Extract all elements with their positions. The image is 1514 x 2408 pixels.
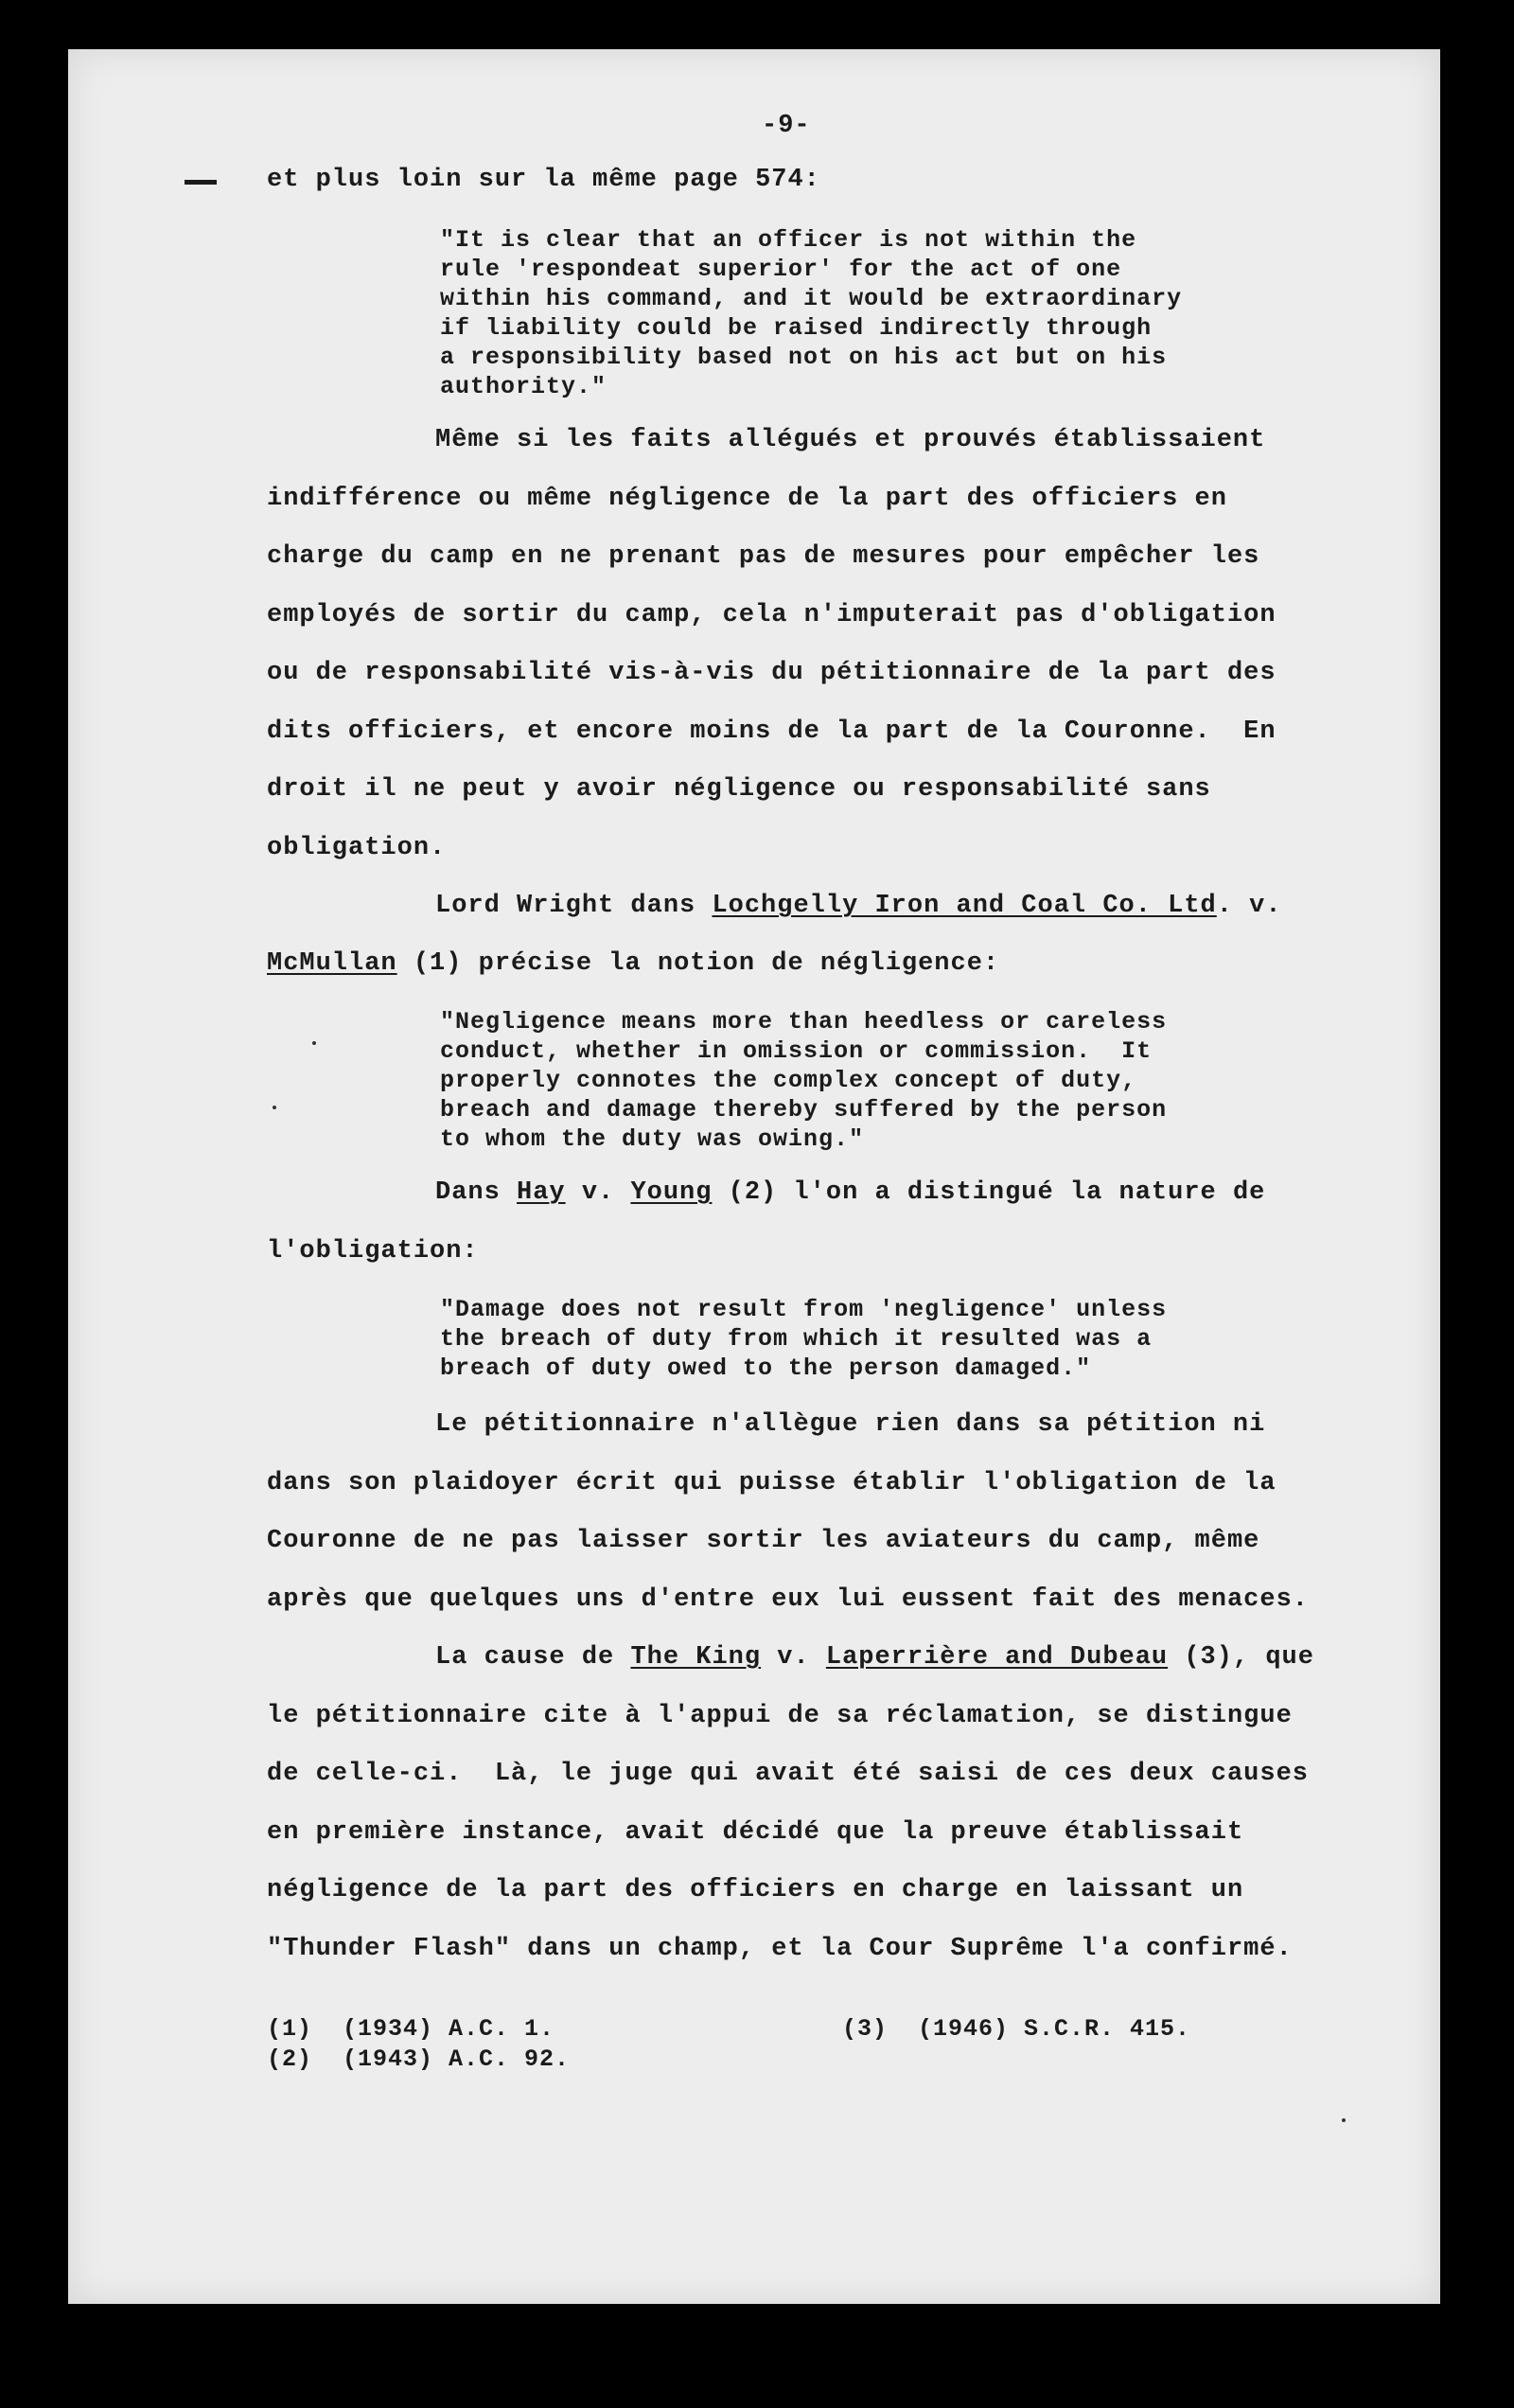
text-run: (1) précise la notion de négligence: (396, 949, 1000, 978)
speck (1342, 2118, 1346, 2122)
quote-line: properly connotes the complex concept of duty, (440, 1067, 1137, 1094)
body-line (435, 892, 1282, 920)
footnote-2: (2) (1943) A.C. 92. (267, 2045, 571, 2073)
document-page (68, 49, 1440, 2304)
margin-mark (185, 180, 217, 185)
body-line: en première instance, avait décidé que la preuve établissait (267, 1818, 1244, 1847)
body-line: charge du camp en ne prenant pas de mesures pour empêcher les (267, 542, 1260, 571)
footnote-3: (3) (1946) S.C.R. 415. (842, 2015, 1191, 2043)
quote-line: breach of duty owed to the person damaged." (440, 1354, 1092, 1382)
body-line: Couronne de ne pas laisser sortir les aviateurs du camp, même (267, 1527, 1260, 1555)
case-name: The King (630, 1643, 762, 1672)
body-line: indifférence ou même négligence de la part des officiers en (267, 485, 1227, 513)
quote-line: the breach of duty from which it resulted was a (440, 1325, 1153, 1353)
text-run: v. (761, 1643, 826, 1672)
text-run: Lord Wright dans (435, 892, 713, 920)
body-line: après que quelques uns d'entre eux lui eussent fait des menaces. (267, 1585, 1309, 1614)
text-run: Dans (435, 1178, 518, 1207)
speck (273, 1106, 276, 1109)
body-line: le pétitionnaire cite à l'appui de sa réclamation, se distingue (267, 1702, 1293, 1730)
text-run: . v. (1216, 892, 1282, 920)
body-line: droit il ne peut y avoir négligence ou responsabilité sans (267, 775, 1211, 804)
body-line: ou de responsabilité vis-à-vis du pétitionnaire de la part des (267, 659, 1276, 687)
body-line: de celle-ci. Là, le juge qui avait été saisi de ces deux causes (267, 1760, 1309, 1788)
body-line: "Thunder Flash" dans un champ, et la Cour Suprême l'a confirmé. (267, 1935, 1293, 1963)
body-line: négligence de la part des officiers en charge en laissant un (267, 1876, 1244, 1904)
case-name: Lochgelly Iron and Coal Co. Ltd (712, 892, 1217, 920)
body-line (267, 949, 999, 978)
text-run: (3), que (1168, 1643, 1314, 1672)
case-name: McMullan (267, 949, 397, 978)
case-name: Hay (517, 1178, 566, 1207)
quote-line: authority." (440, 373, 607, 400)
body-line (435, 1643, 1314, 1672)
footnote-1: (1) (1934) A.C. 1. (267, 2015, 555, 2043)
body-line: l'obligation: (267, 1237, 479, 1266)
body-line: obligation. (267, 834, 447, 862)
case-name: Young (630, 1178, 713, 1207)
body-line: Même si les faits allégués et prouvés établissaient (435, 426, 1266, 454)
body-line (435, 1178, 1265, 1207)
body-line: dits officiers, et encore moins de la part de la Couronne. En (267, 717, 1276, 746)
text-run: La cause de (435, 1643, 631, 1672)
quote-line: if liability could be raised indirectly through (440, 314, 1153, 342)
speck (312, 1041, 316, 1045)
quote-line: to whom the duty was owing." (440, 1125, 865, 1153)
case-name: Laperrière and Dubeau (825, 1643, 1169, 1672)
quote-line: "Negligence means more than heedless or careless (440, 1008, 1168, 1036)
body-line: employés de sortir du camp, cela n'imputerait pas d'obligation (267, 601, 1276, 629)
quote-line: "Damage does not result from 'negligence' unless (440, 1296, 1168, 1323)
body-line: dans son plaidoyer écrit qui puisse établir l'obligation de la (267, 1469, 1276, 1497)
quote-line: conduct, whether in omission or commission. It (440, 1037, 1153, 1065)
text-run: (2) l'on a distingué la nature de (712, 1178, 1266, 1207)
quote-line: a responsibility based not on his act but on his (440, 344, 1168, 371)
intro-line: et plus loin sur la même page 574: (267, 166, 820, 194)
quote-line: breach and damage thereby suffered by the person (440, 1096, 1168, 1124)
text-run: v. (565, 1178, 631, 1207)
quote-line: rule 'respondeat superior' for the act of one (440, 256, 1122, 283)
quote-line: within his command, and it would be extraordinary (440, 285, 1183, 312)
quote-line: "It is clear that an officer is not within the (440, 226, 1137, 254)
body-line: Le pétitionnaire n'allègue rien dans sa pétition ni (435, 1410, 1266, 1439)
page-number: -9- (762, 112, 811, 140)
